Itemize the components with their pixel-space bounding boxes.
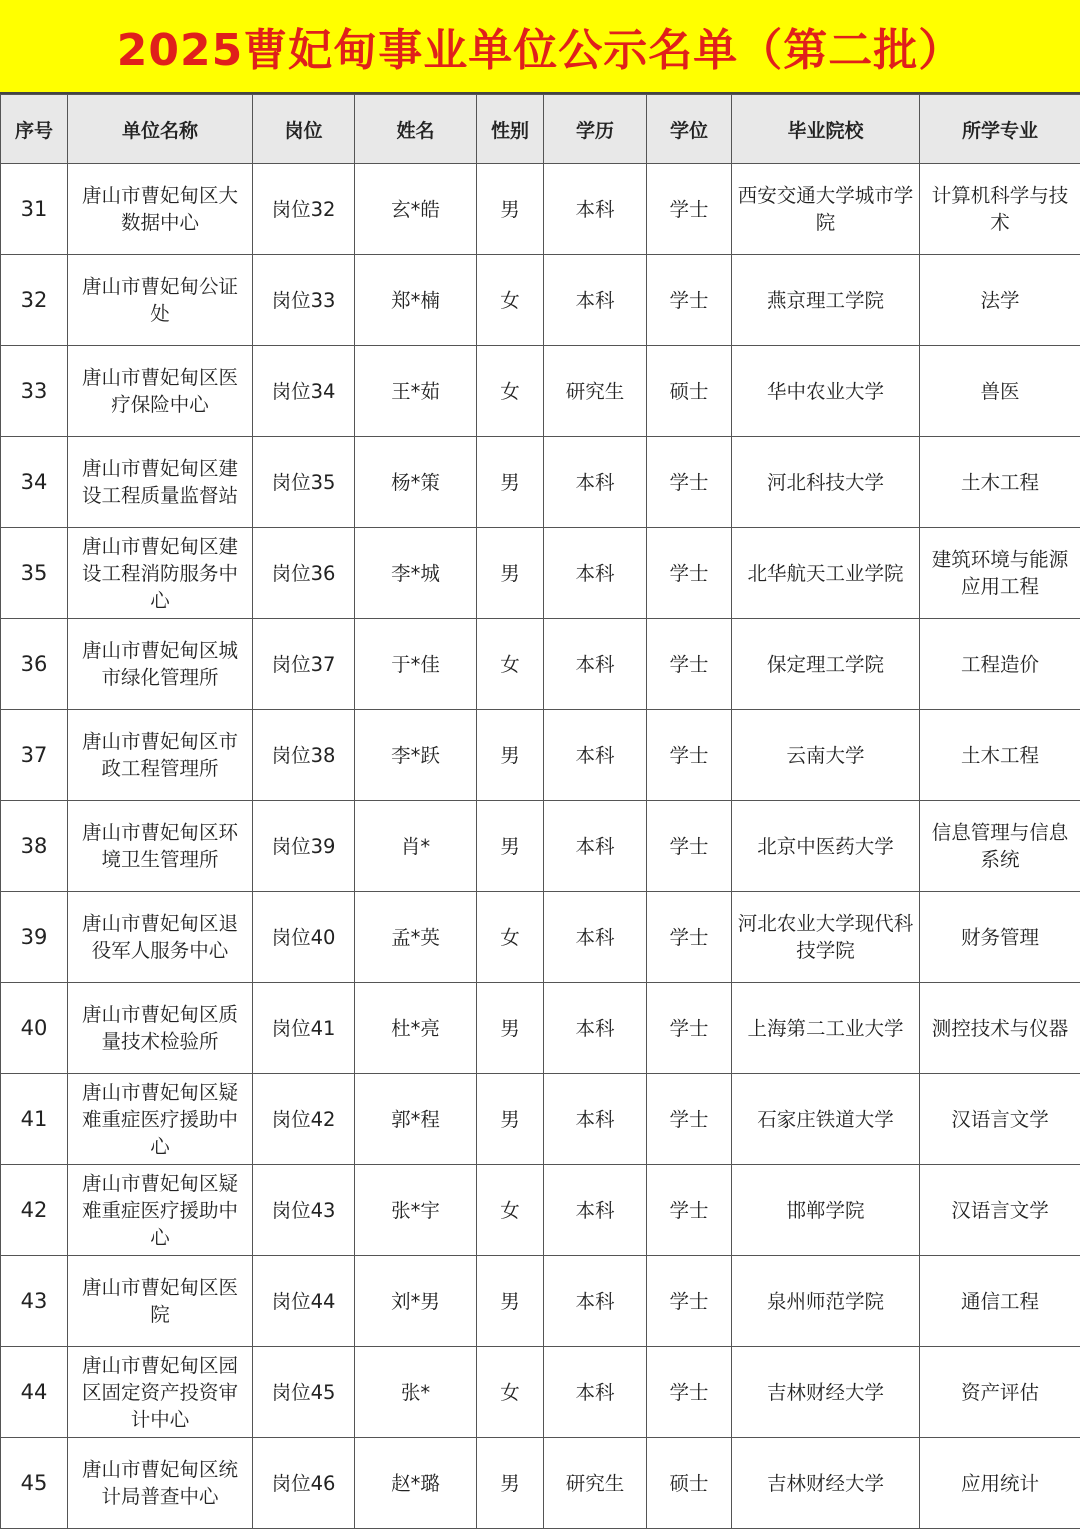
- cell-school: 河北农业大学现代科技学院: [732, 892, 920, 983]
- cell-unit: 唐山市曹妃甸区退役军人服务中心: [68, 892, 253, 983]
- cell-degree: 学士: [647, 983, 732, 1074]
- cell-index: 42: [1, 1165, 68, 1256]
- cell-school: 邯郸学院: [732, 1165, 920, 1256]
- cell-name: 玄*皓: [355, 164, 477, 255]
- cell-unit: 唐山市曹妃甸区市政工程管理所: [68, 710, 253, 801]
- cell-education: 本科: [544, 983, 647, 1074]
- cell-school: 西安交通大学城市学院: [732, 164, 920, 255]
- column-header-school: 毕业院校: [732, 95, 920, 164]
- column-header-degree: 学位: [647, 95, 732, 164]
- column-header-education: 学历: [544, 95, 647, 164]
- cell-position: 岗位34: [253, 346, 355, 437]
- cell-index: 38: [1, 801, 68, 892]
- cell-school: 石家庄铁道大学: [732, 1074, 920, 1165]
- cell-name: 张*宇: [355, 1165, 477, 1256]
- cell-position: 岗位44: [253, 1256, 355, 1347]
- cell-degree: 硕士: [647, 346, 732, 437]
- cell-education: 本科: [544, 528, 647, 619]
- cell-index: 43: [1, 1256, 68, 1347]
- cell-school: 华中农业大学: [732, 346, 920, 437]
- cell-education: 本科: [544, 437, 647, 528]
- cell-education: 研究生: [544, 1438, 647, 1529]
- cell-position: 岗位45: [253, 1347, 355, 1438]
- cell-name: 杜*亮: [355, 983, 477, 1074]
- column-header-index: 序号: [1, 95, 68, 164]
- table-row: [1, 892, 1080, 983]
- cell-name: 孟*英: [355, 892, 477, 983]
- cell-unit: 唐山市曹妃甸区医院: [68, 1256, 253, 1347]
- cell-gender: 男: [477, 1074, 544, 1165]
- cell-position: 岗位40: [253, 892, 355, 983]
- cell-position: 岗位32: [253, 164, 355, 255]
- cell-gender: 男: [477, 983, 544, 1074]
- cell-unit: 唐山市曹妃甸区统计局普查中心: [68, 1438, 253, 1529]
- cell-degree: 学士: [647, 1256, 732, 1347]
- cell-degree: 学士: [647, 164, 732, 255]
- table-row: [1, 619, 1080, 710]
- cell-major: 兽医: [920, 346, 1080, 437]
- table-row: [1, 1074, 1080, 1165]
- cell-major: 财务管理: [920, 892, 1080, 983]
- cell-major: 土木工程: [920, 437, 1080, 528]
- cell-index: 45: [1, 1438, 68, 1529]
- column-header-position: 岗位: [253, 95, 355, 164]
- cell-degree: 学士: [647, 437, 732, 528]
- column-header-name: 姓名: [355, 95, 477, 164]
- cell-education: 研究生: [544, 346, 647, 437]
- table-row: [1, 1165, 1080, 1256]
- cell-name: 李*城: [355, 528, 477, 619]
- cell-education: 本科: [544, 710, 647, 801]
- cell-degree: 学士: [647, 1347, 732, 1438]
- table-row: [1, 528, 1080, 619]
- table-row: [1, 437, 1080, 528]
- cell-degree: 学士: [647, 710, 732, 801]
- table-row: [1, 710, 1080, 801]
- cell-unit: 唐山市曹妃甸区大数据中心: [68, 164, 253, 255]
- cell-unit: 唐山市曹妃甸区城市绿化管理所: [68, 619, 253, 710]
- cell-school: 吉林财经大学: [732, 1347, 920, 1438]
- cell-school: 上海第二工业大学: [732, 983, 920, 1074]
- cell-education: 本科: [544, 892, 647, 983]
- table-row: [1, 1347, 1080, 1438]
- cell-name: 郑*楠: [355, 255, 477, 346]
- cell-position: 岗位39: [253, 801, 355, 892]
- cell-school: 云南大学: [732, 710, 920, 801]
- cell-position: 岗位42: [253, 1074, 355, 1165]
- cell-gender: 男: [477, 164, 544, 255]
- cell-degree: 学士: [647, 619, 732, 710]
- cell-index: 44: [1, 1347, 68, 1438]
- cell-position: 岗位35: [253, 437, 355, 528]
- cell-school: 燕京理工学院: [732, 255, 920, 346]
- cell-education: 本科: [544, 1256, 647, 1347]
- table-row: [1, 164, 1080, 255]
- cell-major: 汉语言文学: [920, 1165, 1080, 1256]
- cell-unit: 唐山市曹妃甸区建设工程质量监督站: [68, 437, 253, 528]
- cell-unit: 唐山市曹妃甸公证处: [68, 255, 253, 346]
- cell-degree: 学士: [647, 528, 732, 619]
- cell-position: 岗位43: [253, 1165, 355, 1256]
- cell-major: 计算机科学与技术: [920, 164, 1080, 255]
- cell-position: 岗位36: [253, 528, 355, 619]
- column-header-unit: 单位名称: [68, 95, 253, 164]
- cell-name: 肖*: [355, 801, 477, 892]
- cell-position: 岗位46: [253, 1438, 355, 1529]
- cell-gender: 男: [477, 528, 544, 619]
- cell-name: 杨*策: [355, 437, 477, 528]
- cell-unit: 唐山市曹妃甸区园区固定资产投资审计中心: [68, 1347, 253, 1438]
- cell-major: 资产评估: [920, 1347, 1080, 1438]
- cell-education: 本科: [544, 164, 647, 255]
- cell-degree: 学士: [647, 255, 732, 346]
- cell-major: 工程造价: [920, 619, 1080, 710]
- cell-major: 应用统计: [920, 1438, 1080, 1529]
- cell-education: 本科: [544, 801, 647, 892]
- cell-gender: 男: [477, 801, 544, 892]
- cell-index: 37: [1, 710, 68, 801]
- cell-education: 本科: [544, 1347, 647, 1438]
- cell-degree: 硕士: [647, 1438, 732, 1529]
- cell-major: 土木工程: [920, 710, 1080, 801]
- cell-gender: 女: [477, 1347, 544, 1438]
- cell-major: 测控技术与仪器: [920, 983, 1080, 1074]
- cell-gender: 男: [477, 1438, 544, 1529]
- cell-education: 本科: [544, 1165, 647, 1256]
- cell-gender: 男: [477, 1256, 544, 1347]
- cell-unit: 唐山市曹妃甸区建设工程消防服务中心: [68, 528, 253, 619]
- cell-name: 张*: [355, 1347, 477, 1438]
- cell-school: 北京中医药大学: [732, 801, 920, 892]
- cell-major: 建筑环境与能源应用工程: [920, 528, 1080, 619]
- page-title: 2025曹妃甸事业单位公示名单（第二批）: [116, 25, 964, 76]
- cell-school: 泉州师范学院: [732, 1256, 920, 1347]
- cell-degree: 学士: [647, 801, 732, 892]
- cell-school: 保定理工学院: [732, 619, 920, 710]
- cell-name: 刘*男: [355, 1256, 477, 1347]
- cell-gender: 男: [477, 710, 544, 801]
- cell-unit: 唐山市曹妃甸区疑难重症医疗援助中心: [68, 1074, 253, 1165]
- cell-index: 32: [1, 255, 68, 346]
- cell-degree: 学士: [647, 892, 732, 983]
- cell-position: 岗位33: [253, 255, 355, 346]
- cell-major: 法学: [920, 255, 1080, 346]
- title-banner: [0, 0, 1080, 94]
- cell-index: 31: [1, 164, 68, 255]
- cell-unit: 唐山市曹妃甸区环境卫生管理所: [68, 801, 253, 892]
- table-row: [1, 1438, 1080, 1529]
- cell-index: 35: [1, 528, 68, 619]
- cell-education: 本科: [544, 1074, 647, 1165]
- cell-index: 39: [1, 892, 68, 983]
- cell-gender: 女: [477, 892, 544, 983]
- cell-unit: 唐山市曹妃甸区质量技术检验所: [68, 983, 253, 1074]
- cell-unit: 唐山市曹妃甸区疑难重症医疗援助中心: [68, 1165, 253, 1256]
- table-row: [1, 801, 1080, 892]
- column-header-gender: 性别: [477, 95, 544, 164]
- cell-degree: 学士: [647, 1165, 732, 1256]
- cell-name: 赵*璐: [355, 1438, 477, 1529]
- cell-index: 36: [1, 619, 68, 710]
- cell-major: 通信工程: [920, 1256, 1080, 1347]
- cell-name: 郭*程: [355, 1074, 477, 1165]
- cell-index: 40: [1, 983, 68, 1074]
- column-header-major: 所学专业: [920, 95, 1080, 164]
- cell-major: 汉语言文学: [920, 1074, 1080, 1165]
- cell-position: 岗位37: [253, 619, 355, 710]
- table-row: [1, 1256, 1080, 1347]
- cell-major: 信息管理与信息系统: [920, 801, 1080, 892]
- cell-index: 41: [1, 1074, 68, 1165]
- header-row: [1, 95, 1080, 164]
- cell-name: 于*佳: [355, 619, 477, 710]
- table-row: [1, 346, 1080, 437]
- cell-name: 王*茹: [355, 346, 477, 437]
- cell-index: 34: [1, 437, 68, 528]
- table-row: [1, 983, 1080, 1074]
- cell-education: 本科: [544, 255, 647, 346]
- cell-degree: 学士: [647, 1074, 732, 1165]
- cell-gender: 女: [477, 346, 544, 437]
- table-row: [1, 255, 1080, 346]
- cell-name: 李*跃: [355, 710, 477, 801]
- cell-gender: 女: [477, 619, 544, 710]
- cell-gender: 女: [477, 255, 544, 346]
- cell-gender: 男: [477, 437, 544, 528]
- cell-gender: 女: [477, 1165, 544, 1256]
- cell-index: 33: [1, 346, 68, 437]
- cell-education: 本科: [544, 619, 647, 710]
- cell-school: 吉林财经大学: [732, 1438, 920, 1529]
- cell-unit: 唐山市曹妃甸区医疗保险中心: [68, 346, 253, 437]
- cell-school: 河北科技大学: [732, 437, 920, 528]
- roster-table: [0, 94, 1080, 1529]
- cell-school: 北华航天工业学院: [732, 528, 920, 619]
- cell-position: 岗位41: [253, 983, 355, 1074]
- cell-position: 岗位38: [253, 710, 355, 801]
